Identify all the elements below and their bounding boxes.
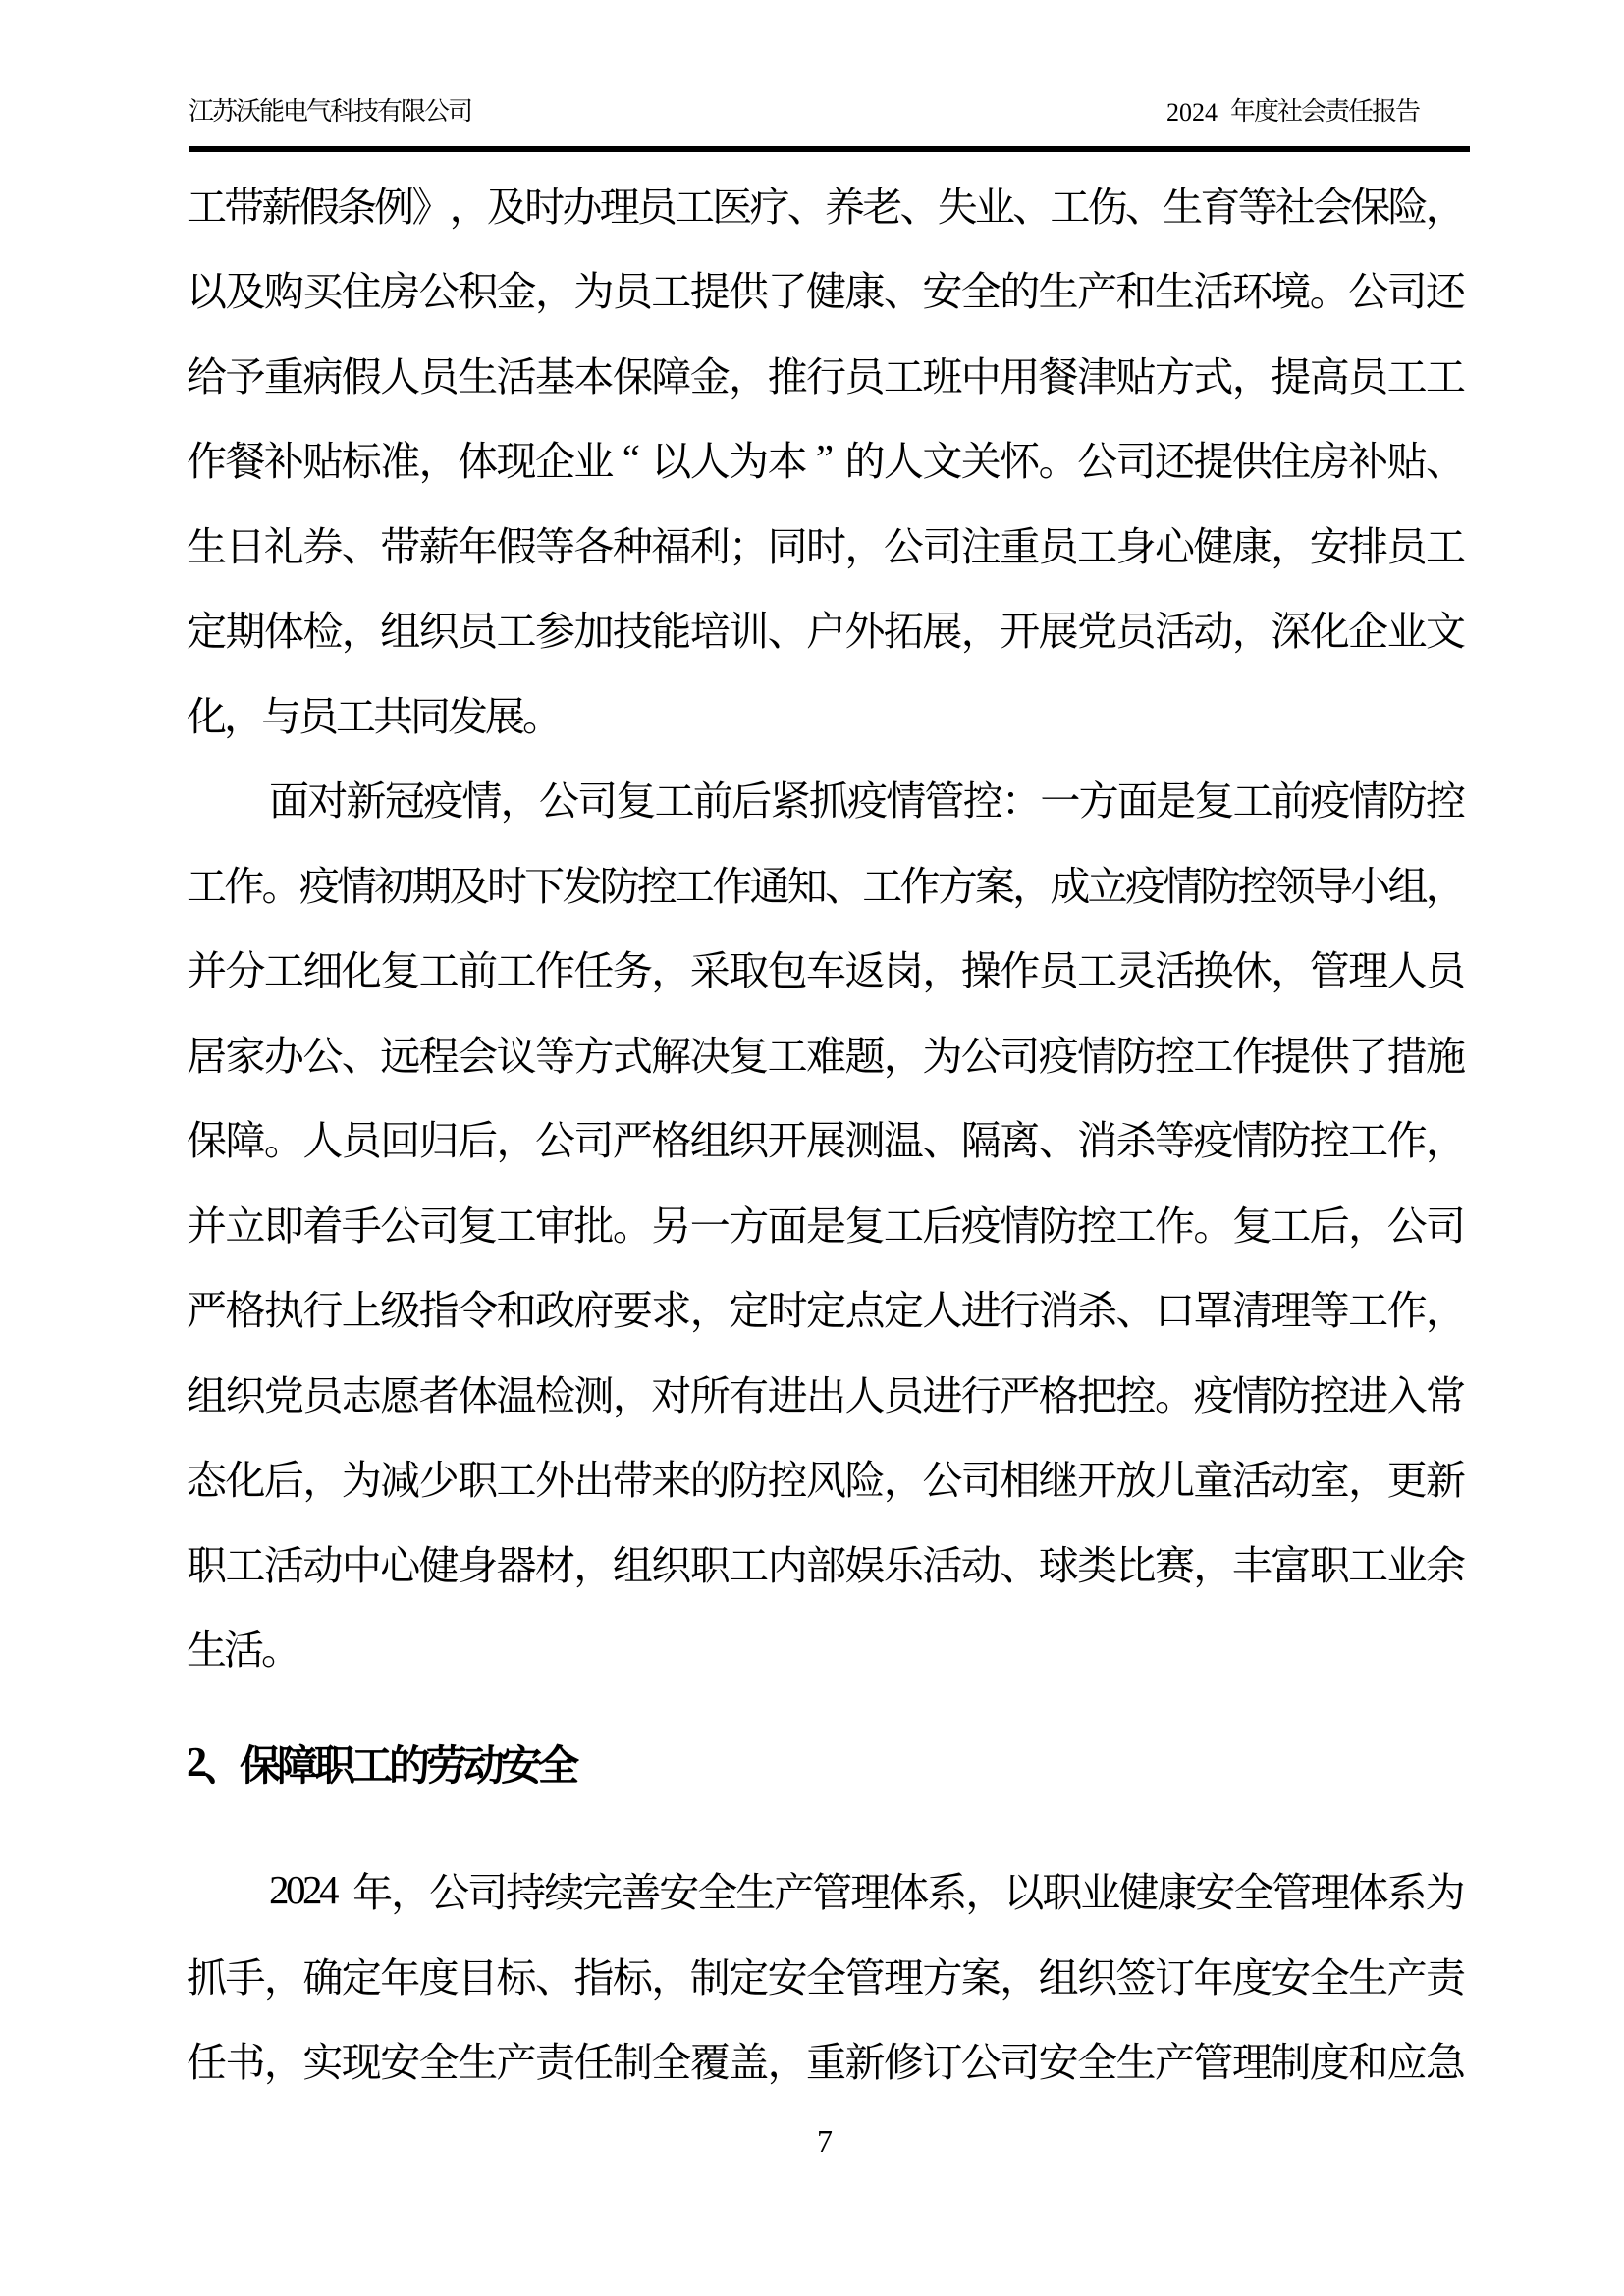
paragraph-covid-response (187, 756, 1466, 1690)
text-line: 生 活 。 (187, 1628, 301, 1674)
text-line: 以 及 购 买 住 房 公 积 金 ， 为 员 工 提 供 了 健 康 、 安 全 的 生 产 和 生 活 环 境 。 公 司 还 (187, 269, 1466, 315)
document-body (187, 161, 1466, 2102)
page-number: 7 (817, 2123, 833, 2159)
paragraph-employee-welfare (187, 161, 1466, 756)
header-rule (189, 146, 1470, 152)
text-line: 职 工 活 动 中 心 健 身 器 材 ， 组 织 职 工 内 部 娱 乐 活 动 、 球 类 比 赛 ， 丰 富 职 工 业 余 (187, 1542, 1466, 1588)
page-footer (187, 2123, 1463, 2168)
text-line: 2 0 2 4 年 ， 公 司 持 续 完 善 安 全 生 产 管 理 体 系 ， 以 职 业 健 康 安 全 管 理 体 系 为 (269, 1866, 1466, 1916)
text-line: 作 餐 补 贴 标 准 ， 体 现 企 业 “ 以 人 为 本 ” 的 人 文 关 怀 。 公 司 还 提 供 住 房 补 贴 、 (187, 435, 1466, 485)
text-line: 居 家 办 公 、 远 程 会 议 等 方 式 解 决 复 工 难 题 ， 为 公 司 疫 情 防 控 工 作 提 供 了 措 施 (187, 1033, 1466, 1079)
text-line: 生 日 礼 券 、 带 薪 年 假 等 各 种 福 利 ； 同 时 ， 公 司 注 重 员 工 身 心 健 康 ， 安 排 员 工 (187, 523, 1466, 569)
text-line: 并 分 工 细 化 复 工 前 工 作 任 务 ， 采 取 包 车 返 岗 ， 操 作 员 工 灵 活 换 休 ， 管 理 人 员 (187, 948, 1466, 994)
page-header (189, 92, 1422, 128)
text-line: 工 带 薪 假 条 例 》 ， 及 时 办 理 员 工 医 疗 、 养 老 、 失 业 、 工 伤 、 生 育 等 社 会 保 险 ， (187, 184, 1466, 230)
text-line: 给 予 重 病 假 人 员 生 活 基 本 保 障 金 ， 推 行 员 工 班 中 用 餐 津 贴 方 式 ， 提 高 员 工 工 (187, 353, 1466, 400)
text-line: 组 织 党 员 志 愿 者 体 温 检 测 ， 对 所 有 进 出 人 员 进 行 严 格 把 控 。 疫 情 防 控 进 入 常 (187, 1372, 1466, 1418)
header-report-title: 2 0 2 4 年 度 社 会 责 任 报 告 (1166, 97, 1422, 127)
text-line: 定 期 体 检 ， 组 织 员 工 参 加 技 能 培 训 、 户 外 拓 展 ， 开 展 党 员 活 动 ， 深 化 企 业 文 (187, 609, 1466, 655)
text-line: 任 书 ， 实 现 安 全 生 产 责 任 制 全 覆 盖 ， 重 新 修 订 公 司 安 全 生 产 管 理 制 度 和 应 急 (187, 2040, 1466, 2086)
paragraph-labor-safety (187, 1847, 1466, 2103)
text-line: 态 化 后 ， 为 减 少 职 工 外 出 带 来 的 防 控 风 险 ， 公 司 相 继 开 放 儿 童 活 动 室 ， 更 新 (187, 1458, 1466, 1504)
section-heading: 2 、 保 障 职 工 的 劳 动 安 全 (187, 1740, 580, 1790)
text-line: 严 格 执 行 上 级 指 令 和 政 府 要 求 ， 定 时 定 点 定 人 进 行 消 杀 、 口 罩 清 理 等 工 作 ， (187, 1288, 1466, 1334)
text-line: 工 作 。 疫 情 初 期 及 时 下 发 防 控 工 作 通 知 、 工 作 方 案 ， 成 立 疫 情 防 控 领 导 小 组 ， (187, 863, 1466, 909)
header-company-name: 江 苏 沃 能 电 气 科 技 有 限 公 司 (189, 97, 474, 126)
text-line: 面 对 新 冠 疫 情 ， 公 司 复 工 前 后 紧 抓 疫 情 管 控 ： 一 方 面 是 复 工 前 疫 情 防 控 (269, 778, 1466, 825)
text-line: 保 障 。 人 员 回 归 后 ， 公 司 严 格 组 织 开 展 测 温 、 隔 离 、 消 杀 等 疫 情 防 控 工 作 ， (187, 1118, 1466, 1164)
text-line: 化 ， 与 员 工 共 同 发 展 。 (187, 693, 563, 739)
text-line: 并 立 即 着 手 公 司 复 工 审 批 。 另 一 方 面 是 复 工 后 疫 情 防 控 工 作 。 复 工 后 ， 公 司 (187, 1202, 1466, 1249)
text-line: 抓 手 ， 确 定 年 度 目 标 、 指 标 ， 制 定 安 全 管 理 方 案 ， 组 织 签 订 年 度 安 全 生 产 责 (187, 1954, 1466, 2001)
